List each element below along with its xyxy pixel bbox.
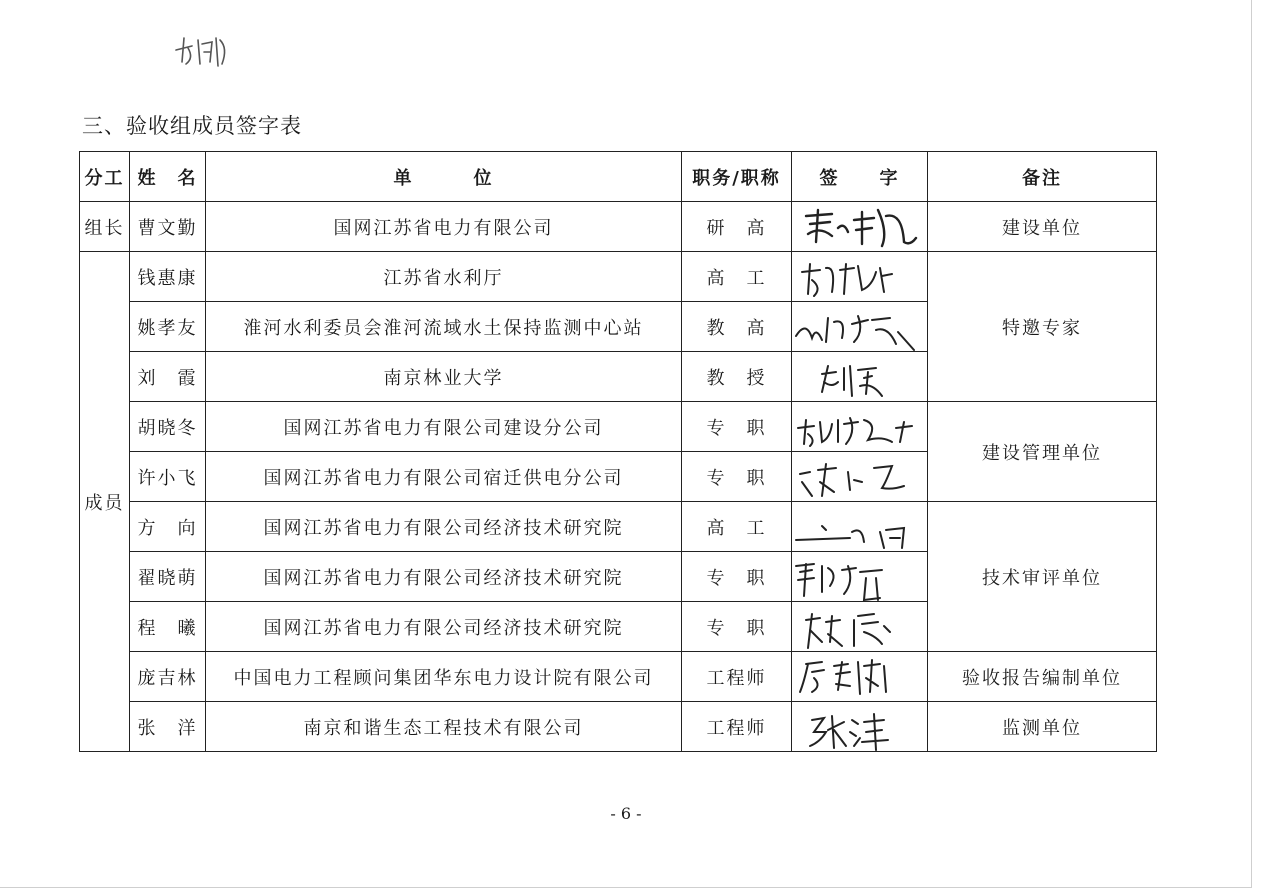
page-number: - 6 - xyxy=(610,804,642,823)
unit-cell: 国网江苏省电力有限公司宿迁供电分公司 xyxy=(206,452,682,502)
title-cell: 研 高 xyxy=(682,202,792,252)
signature-cell xyxy=(792,452,928,502)
page-heading: 三、验收组成员签字表 xyxy=(82,114,302,138)
note-cell: 建设管理单位 xyxy=(928,402,1157,502)
name-cell: 曹文勤 xyxy=(130,202,206,252)
unit-cell: 国网江苏省电力有限公司经济技术研究院 xyxy=(206,602,682,652)
name-cell: 胡晓冬 xyxy=(130,402,206,452)
signature-image xyxy=(792,302,928,352)
signature-image xyxy=(792,602,928,652)
signature-image xyxy=(792,402,928,452)
title-cell: 教 授 xyxy=(682,352,792,402)
role-cell-member: 成员 xyxy=(80,252,130,752)
title-cell: 专 职 xyxy=(682,452,792,502)
note-cell: 特邀专家 xyxy=(928,252,1157,402)
title-cell: 专 职 xyxy=(682,402,792,452)
unit-cell: 国网江苏省电力有限公司经济技术研究院 xyxy=(206,552,682,602)
title-cell: 高 工 xyxy=(682,502,792,552)
name-cell: 姚孝友 xyxy=(130,302,206,352)
table-row xyxy=(80,402,1157,452)
title-cell: 专 职 xyxy=(682,602,792,652)
unit-cell: 国网江苏省电力有限公司 xyxy=(206,202,682,252)
table-header-row xyxy=(80,152,1157,202)
unit-cell: 国网江苏省电力有限公司建设分公司 xyxy=(206,402,682,452)
unit-cell: 国网江苏省电力有限公司经济技术研究院 xyxy=(206,502,682,552)
table-row xyxy=(80,202,1157,252)
signature-cell xyxy=(792,502,928,552)
table-row xyxy=(80,652,1157,702)
name-cell: 程 曦 xyxy=(130,602,206,652)
header-unit: 单 位 xyxy=(206,152,682,202)
title-cell: 高 工 xyxy=(682,252,792,302)
signature-cell xyxy=(792,302,928,352)
signature-image xyxy=(792,352,928,402)
name-cell: 张 洋 xyxy=(130,702,206,752)
name-cell: 翟晓萌 xyxy=(130,552,206,602)
title-cell: 工程师 xyxy=(682,702,792,752)
signature-cell xyxy=(792,402,928,452)
signature-table xyxy=(79,151,1157,752)
header-title: 职务/职称 xyxy=(682,152,792,202)
name-cell: 刘 霞 xyxy=(130,352,206,402)
header-role: 分工 xyxy=(80,152,130,202)
header-note: 备注 xyxy=(928,152,1157,202)
signature-cell xyxy=(792,652,928,702)
title-cell: 专 职 xyxy=(682,552,792,602)
unit-cell: 南京林业大学 xyxy=(206,352,682,402)
header-name: 姓 名 xyxy=(130,152,206,202)
unit-cell: 南京和谐生态工程技术有限公司 xyxy=(206,702,682,752)
signature-cell xyxy=(792,702,928,752)
signature-image xyxy=(792,502,928,552)
signature-cell xyxy=(792,252,928,302)
unit-cell: 中国电力工程顾问集团华东电力设计院有限公司 xyxy=(206,652,682,702)
signature-image xyxy=(792,702,928,752)
signature-image xyxy=(792,552,928,602)
signature-cell xyxy=(792,352,928,402)
title-cell: 教 高 xyxy=(682,302,792,352)
signature-image xyxy=(792,652,928,702)
name-cell: 方 向 xyxy=(130,502,206,552)
signature-cell xyxy=(792,202,928,252)
note-cell: 技术审评单位 xyxy=(928,502,1157,652)
signature-image xyxy=(792,452,928,502)
name-cell: 钱惠康 xyxy=(130,252,206,302)
handwritten-mark xyxy=(172,30,232,70)
unit-cell: 江苏省水利厅 xyxy=(206,252,682,302)
signature-image xyxy=(792,252,928,302)
note-cell: 验收报告编制单位 xyxy=(928,652,1157,702)
signature-cell xyxy=(792,552,928,602)
name-cell: 许小飞 xyxy=(130,452,206,502)
signature-image xyxy=(792,202,928,252)
table-row xyxy=(80,252,1157,302)
name-cell: 庞吉林 xyxy=(130,652,206,702)
role-cell-leader: 组长 xyxy=(80,202,130,252)
signature-cell xyxy=(792,602,928,652)
table-row xyxy=(80,502,1157,552)
header-signature: 签 字 xyxy=(792,152,928,202)
note-cell: 建设单位 xyxy=(928,202,1157,252)
title-cell: 工程师 xyxy=(682,652,792,702)
unit-cell: 淮河水利委员会淮河流域水土保持监测中心站 xyxy=(206,302,682,352)
note-cell: 监测单位 xyxy=(928,702,1157,752)
table-row xyxy=(80,702,1157,752)
